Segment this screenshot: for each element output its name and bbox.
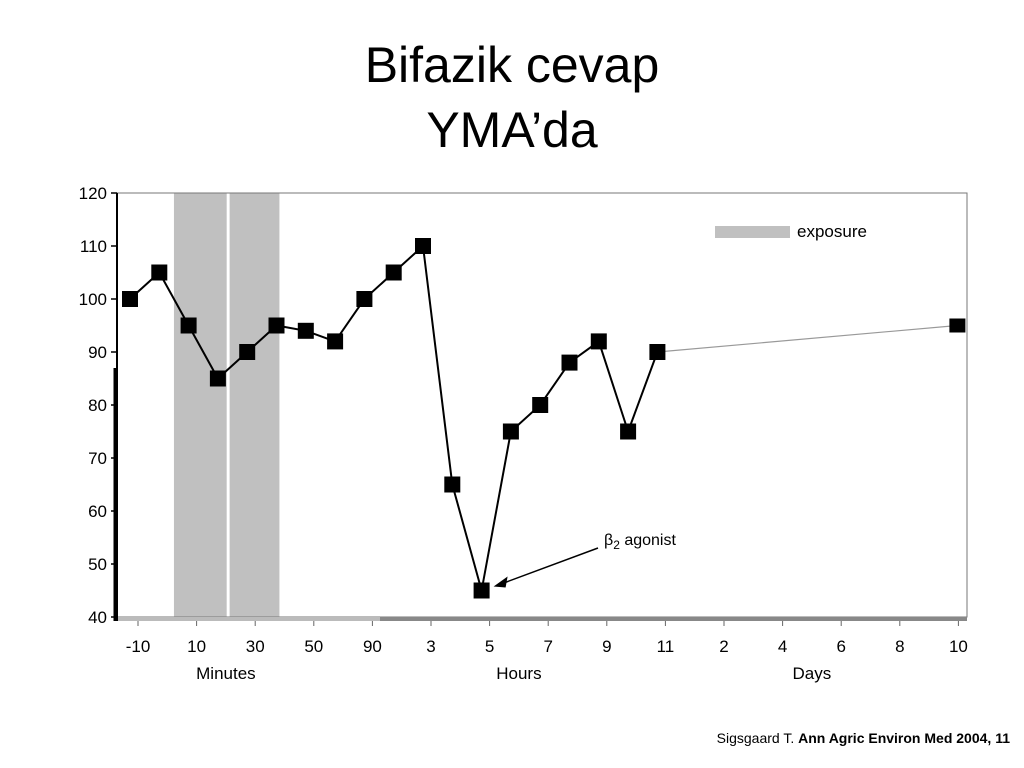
citation — [717, 730, 1010, 746]
y-tick-label: 40 — [88, 608, 107, 627]
x-tick-label: 3 — [426, 637, 436, 656]
data-point — [269, 318, 285, 334]
x-tick-label: 90 — [362, 637, 382, 656]
exposure-band-1 — [174, 193, 227, 617]
x-tick-label: 11 — [656, 637, 675, 656]
data-point — [239, 344, 255, 360]
x-tick-label: 9 — [602, 637, 612, 656]
x-group-label: Hours — [496, 664, 542, 683]
y-tick-label: 50 — [88, 555, 107, 574]
data-point — [532, 397, 548, 413]
annotation-arrow-line — [500, 548, 598, 585]
data-point — [181, 318, 197, 334]
data-point — [356, 291, 372, 307]
x-tick-label: 10 — [187, 637, 207, 656]
x-tick-label: 4 — [777, 637, 788, 656]
x-tick-label: 10 — [948, 637, 968, 656]
data-point — [298, 323, 314, 339]
legend-swatch — [715, 226, 790, 238]
x-tick-label: 6 — [836, 637, 846, 656]
data-point — [122, 291, 138, 307]
slide-title-line-1: Bifazik cevap — [364, 37, 660, 93]
connector-line — [657, 326, 957, 353]
y-tick-label: 70 — [88, 449, 107, 468]
x-tick-label: 50 — [304, 637, 324, 656]
x-tick-label: 2 — [719, 637, 729, 656]
data-point — [474, 583, 490, 599]
x-tick-label: -10 — [125, 637, 151, 656]
annotation-label: $\beta_2$ agonist — [604, 532, 676, 552]
data-point — [386, 265, 402, 281]
y-tick-label: 60 — [88, 502, 107, 521]
y-tick-label: 110 — [79, 237, 107, 256]
y-tick-label: 90 — [88, 343, 107, 362]
data-point — [949, 319, 965, 333]
x-tick-label: 5 — [484, 637, 495, 656]
x-tick-label: 8 — [895, 637, 905, 656]
y-tick-label: 100 — [78, 290, 107, 309]
data-point — [503, 424, 519, 440]
legend-label: exposure — [797, 222, 867, 241]
x-group-label: Minutes — [196, 664, 256, 683]
exposure-band-2 — [230, 193, 280, 617]
data-point — [327, 333, 343, 349]
data-point — [444, 477, 460, 493]
data-point — [620, 424, 636, 440]
x-axis-strip-dark — [380, 617, 967, 621]
data-point — [415, 238, 431, 254]
citation-source: Ann Agric Environ Med 2004, 11 — [798, 730, 1010, 746]
data-point — [649, 344, 665, 360]
annotation-arrowhead — [494, 577, 508, 588]
citation-author: Sigsgaard T. — [716, 730, 795, 746]
slide-title-line-2: YMA’da — [426, 102, 598, 158]
data-point — [151, 265, 167, 281]
data-point — [562, 355, 578, 371]
x-group-label: Days — [792, 664, 832, 683]
y-tick-label: 80 — [88, 396, 107, 415]
y-tick-label: 120 — [78, 184, 107, 203]
x-tick-label: 30 — [245, 637, 265, 656]
data-point — [210, 371, 226, 387]
x-tick-label: 7 — [543, 637, 553, 656]
data-point — [591, 333, 607, 349]
